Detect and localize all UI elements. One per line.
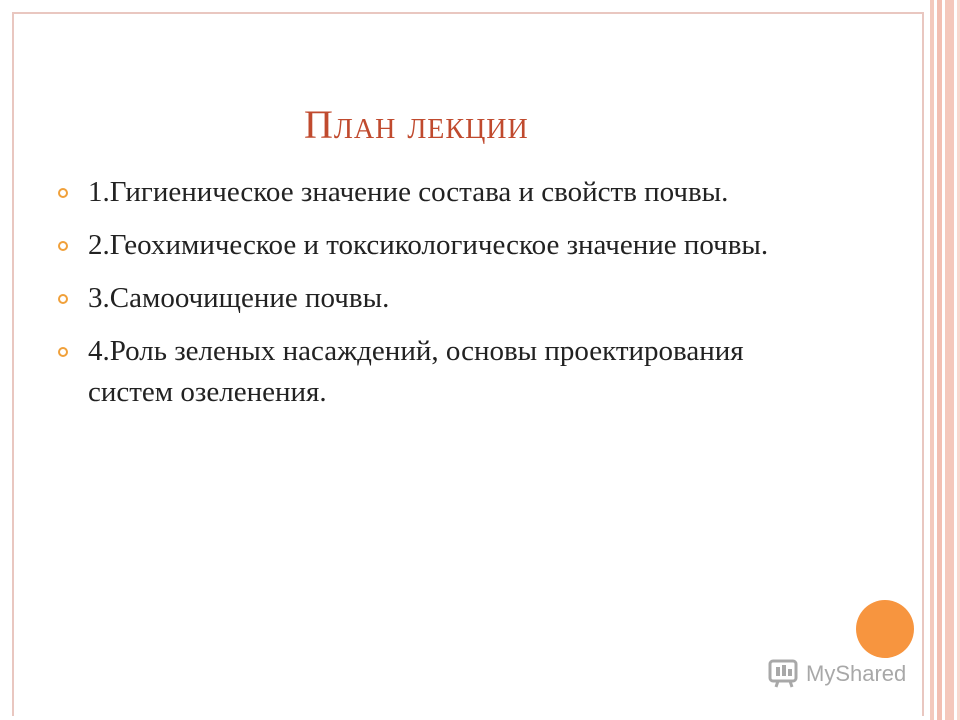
lecture-plan-list [58, 172, 778, 425]
ring-bullet-icon [58, 294, 68, 304]
list-item-text: 3.Самоочищение почвы. [88, 282, 390, 314]
list-item-text: 1.Гигиеническое значение состава и свойств почвы. [88, 176, 729, 208]
slide-title: План лекции [304, 102, 529, 147]
myshared-logo-icon [768, 659, 800, 689]
list-item [58, 278, 778, 319]
list-item-text: 2.Геохимическое и токсикологическое значение почвы. [88, 229, 769, 261]
list-item [58, 225, 778, 266]
watermark-text: MyShared [806, 661, 907, 686]
list-item [58, 172, 778, 213]
ring-bullet-icon [58, 188, 68, 198]
list-item [58, 331, 778, 413]
stripe [945, 0, 954, 720]
decorative-stripes [930, 0, 960, 720]
list-item-text: 4.Роль зеленых насаждений, основы проектирования систем озеленения. [88, 335, 744, 408]
ring-bullet-icon [58, 347, 68, 357]
stripe [930, 0, 934, 720]
stripe [957, 0, 960, 720]
ring-bullet-icon [58, 241, 68, 251]
stripe [937, 0, 942, 720]
decorative-circle [856, 600, 914, 658]
myshared-watermark [768, 658, 906, 690]
